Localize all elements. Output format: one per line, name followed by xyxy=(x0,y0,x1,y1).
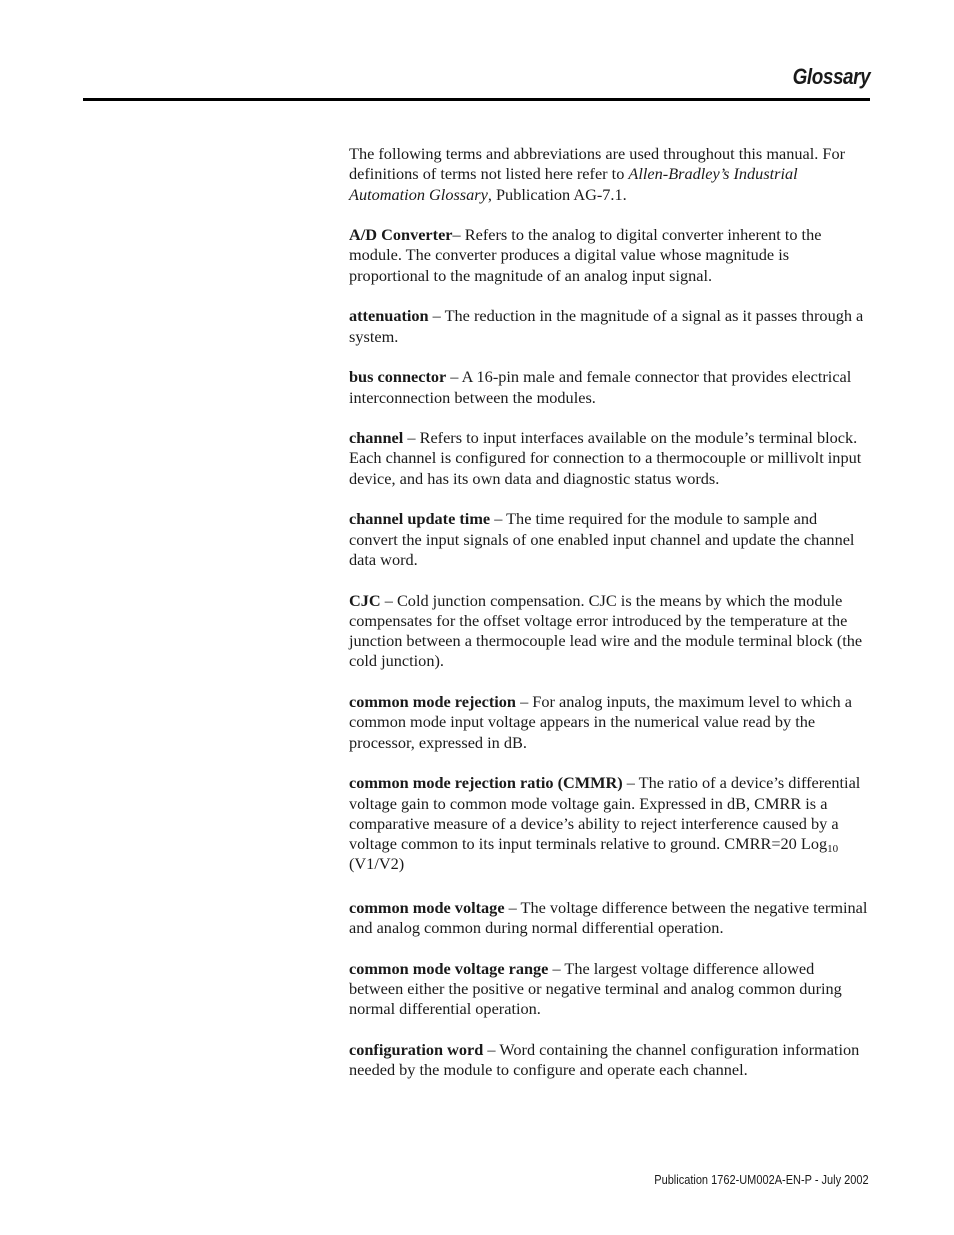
intro-text: The following terms and abbreviations are used throughout this manual. For definitions of terms not listed here refer to xyxy=(349,144,846,184)
entry-definition: – Refers to input interfaces available on the module’s terminal block. Each channel is configured for connection to a thermocouple or millivolt input device, and has its own data and diagnostic status words. xyxy=(349,428,862,488)
entry-term: common mode voltage range xyxy=(349,958,549,978)
entry-definition-end: (V1/V2) xyxy=(349,854,405,874)
entry-term: CJC xyxy=(349,590,381,610)
page-title: Glossary xyxy=(792,64,870,89)
glossary-entry xyxy=(349,1040,869,1081)
entry-term: channel xyxy=(349,428,404,448)
entry-term: common mode rejection ratio (CMMR) xyxy=(349,773,623,793)
publication-footer: Publication 1762-UM002A-EN-P - July 2002 xyxy=(654,1173,869,1187)
entry-definition: – Word containing the channel configuration information needed by the module to configure and operate each channel. xyxy=(349,1039,860,1080)
glossary-entry xyxy=(349,773,869,874)
entry-definition: – The ratio of a device’s differential voltage gain to common mode voltage gain. Expressed in dB, CMRR is a comparative measure of a device’s ability to reject interference caused by a voltage common to its input terminals relative to ground. CMRR=20 Log xyxy=(349,773,861,854)
entry-term: common mode rejection xyxy=(349,692,516,712)
entry-term: A/D Converter xyxy=(349,225,453,245)
glossary-entry xyxy=(349,692,869,753)
glossary-entry xyxy=(349,898,869,939)
entry-definition: – The largest voltage difference allowed between either the positive or negative terminal and analog common during normal differential operation. xyxy=(349,958,842,1019)
entry-term: configuration word xyxy=(349,1039,484,1059)
entry-definition: – Cold junction compensation. CJC is the means by which the module compensates for the offset voltage error introduced by the temperature at the junction between a thermocouple lead wire and the module terminal block (the cold junction). xyxy=(349,590,863,671)
intro-text-end: , Publication AG-7.1. xyxy=(487,184,627,204)
entry-definition: – The voltage difference between the negative terminal and analog common during normal differential operation. xyxy=(349,897,868,937)
entry-term: bus connector xyxy=(349,367,447,387)
entry-definition: – For analog inputs, the maximum level to which a common mode input voltage appears in the numerical value read by the processor, expressed in dB. xyxy=(349,692,852,752)
glossary-entry xyxy=(349,591,869,672)
glossary-entry xyxy=(349,367,869,408)
log-subscript: 10 xyxy=(827,843,839,856)
entry-definition: – Refers to the analog to digital converter inherent to the module. The converter produces a digital value whose magnitude is proportional to the magnitude of an analog input signal. xyxy=(349,225,822,285)
entry-definition: – The time required for the module to sample and convert the input signals of one enabled input channel and update the channel data word. xyxy=(349,509,855,569)
entry-term: channel update time xyxy=(349,509,491,529)
glossary-entry xyxy=(349,225,869,286)
header-divider xyxy=(83,98,870,101)
glossary-entry xyxy=(349,509,869,570)
glossary-body xyxy=(349,144,869,1101)
entry-definition: – The reduction in the magnitude of a signal as it passes through a system. xyxy=(349,306,864,346)
glossary-entry xyxy=(349,306,869,347)
glossary-entry xyxy=(349,428,869,489)
glossary-reference: Allen-Bradley’s Industrial Automation Glossary xyxy=(349,164,798,204)
entry-term: attenuation xyxy=(349,306,429,326)
glossary-entry xyxy=(349,959,869,1020)
entry-definition: – A 16-pin male and female connector that provides electrical interconnection between the modules. xyxy=(349,367,852,407)
entry-term: common mode voltage xyxy=(349,897,505,917)
intro-paragraph xyxy=(349,144,869,205)
